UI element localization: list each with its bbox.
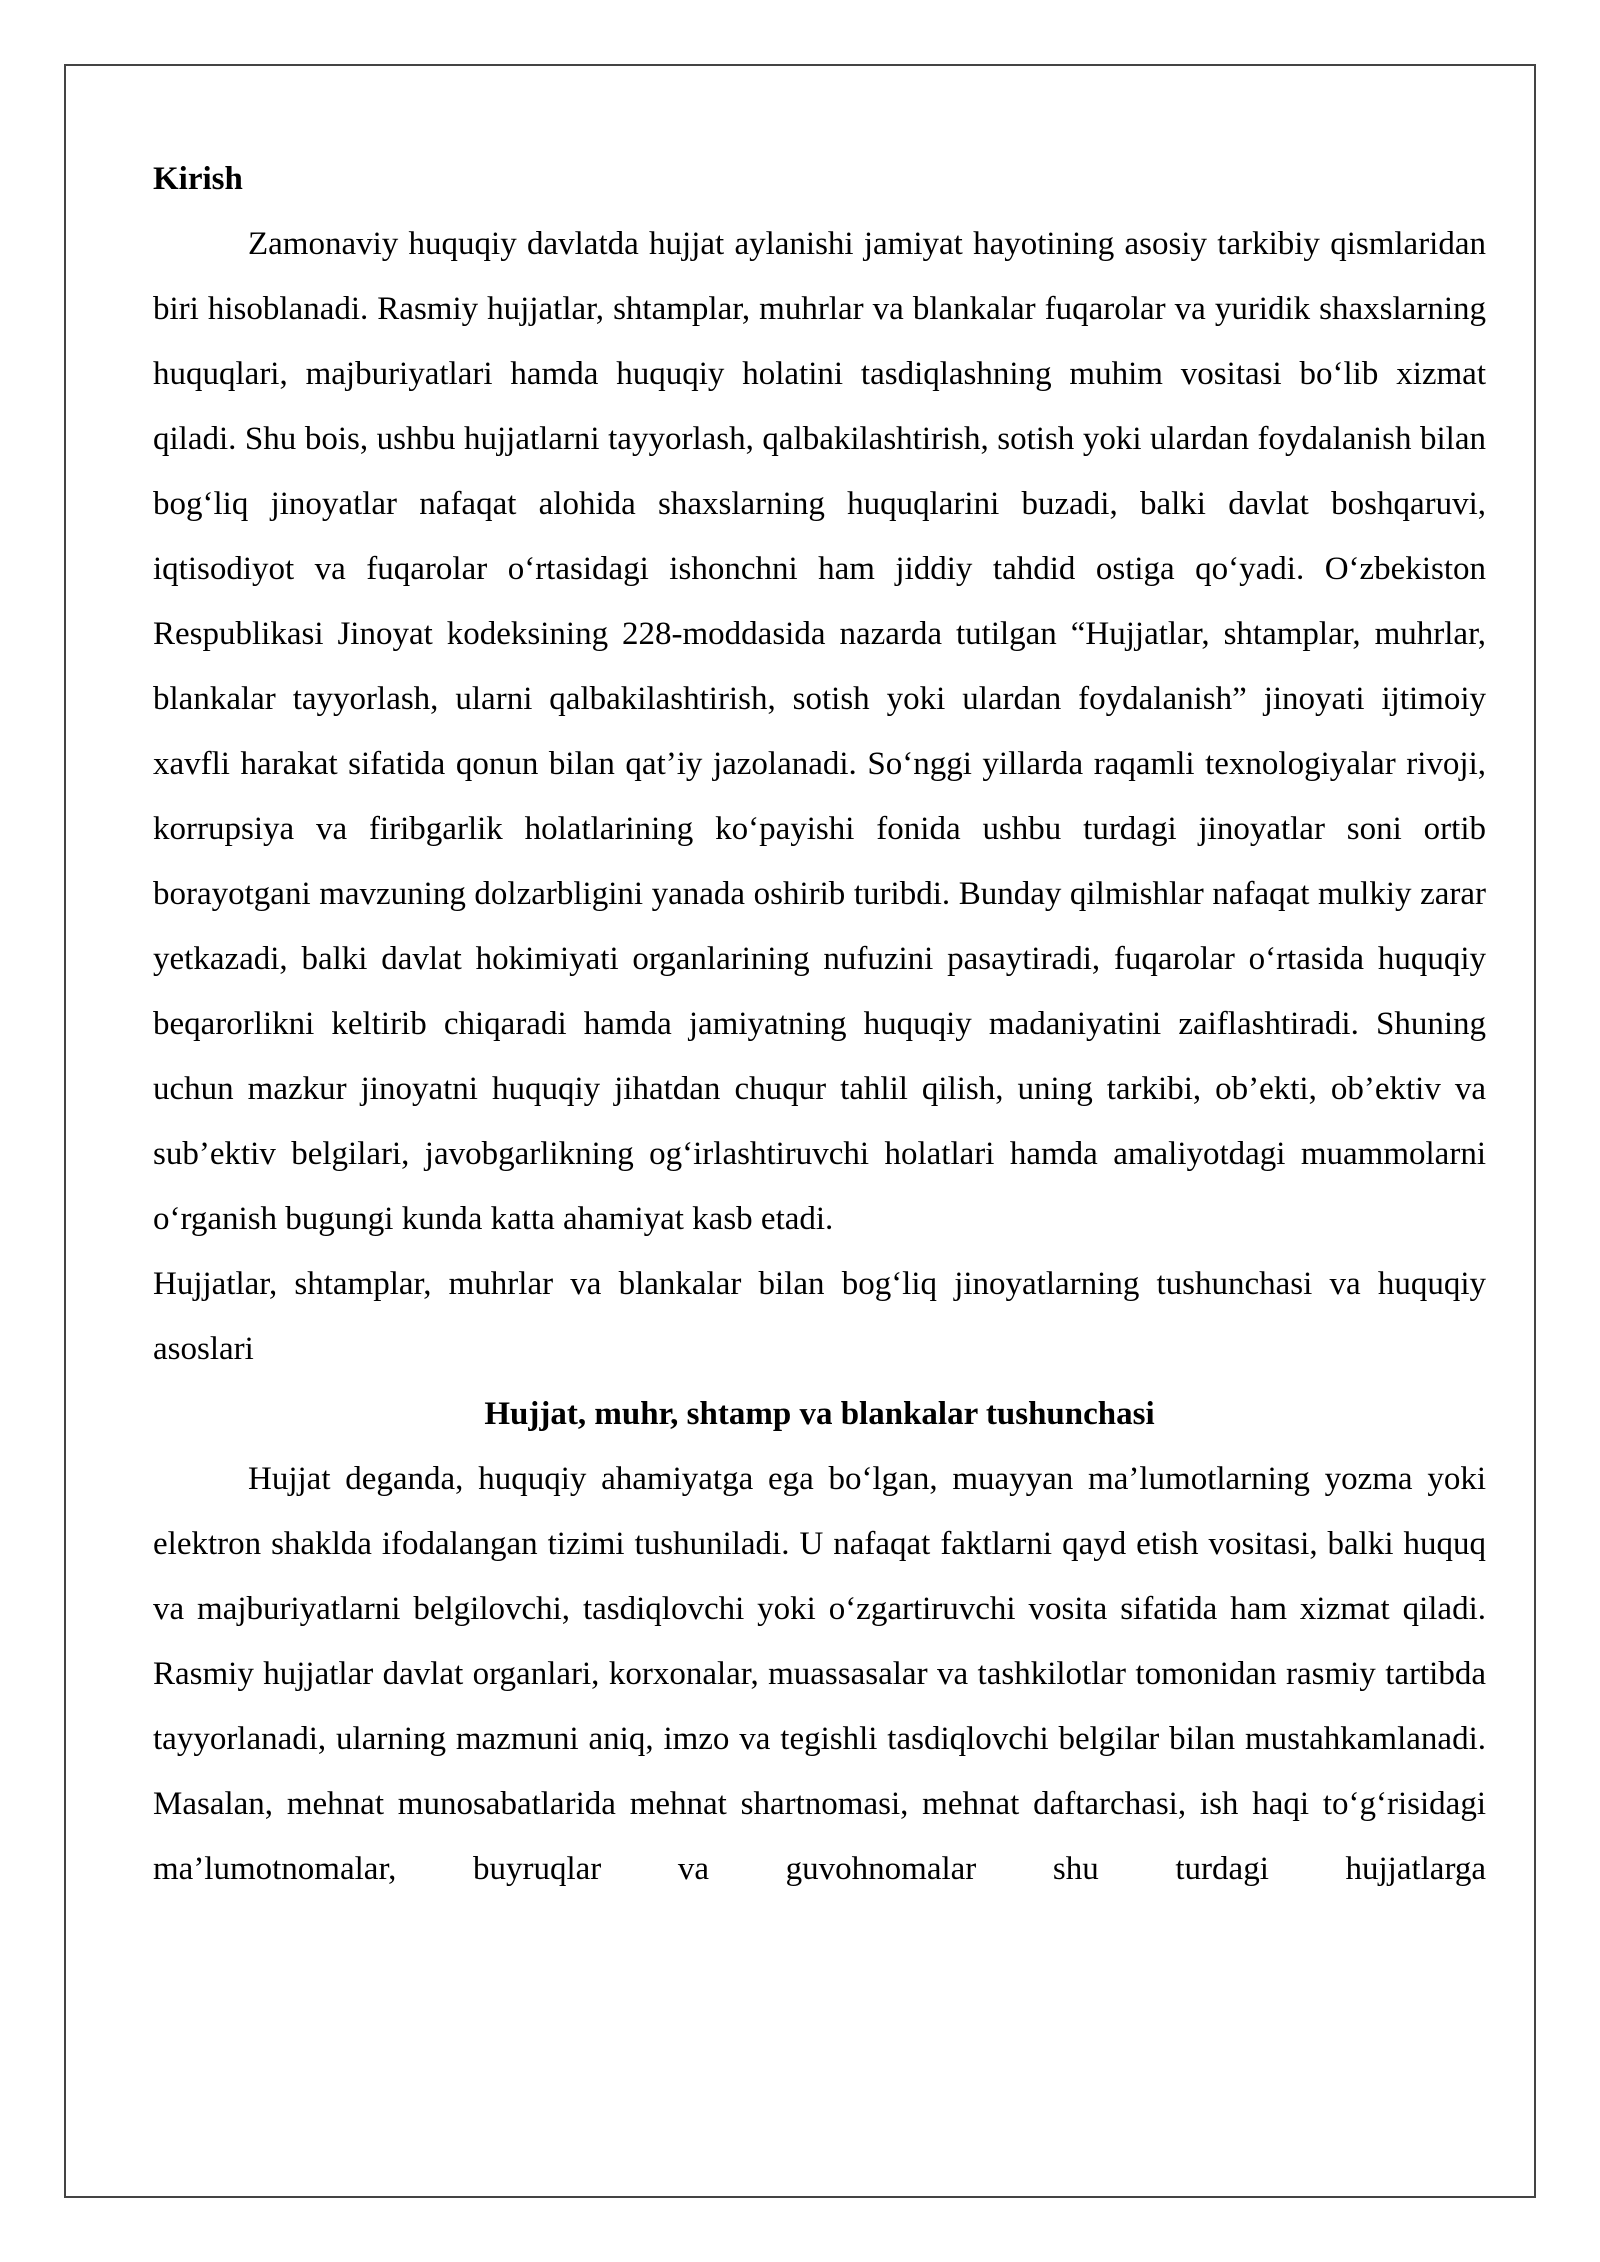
heading-intro: Kirish [153, 161, 243, 197]
paragraph-intro: Zamonaviy huquqiy davlatda hujjat aylanishi jamiyat hayotining asosiy tarkibiy qismlaridan biri hisoblanadi. Rasmiy hujjatlar, shtamplar, muhrlar va blankalar fuqarolar va yuridik shaxslarning huquqlari, majburiyatlari hamda huquqiy holatini tasdiqlashning muhim vositasi bo‘lib xizmat qiladi. Shu bois, ushbu hujjatlarni tayyorlash, qalbakilashtirish, sotish yoki ulardan foydalanish bilan bog‘liq jinoyatlar nafaqat alohida shaxslarning huquqlarini buzadi, balki davlat boshqaruvi, iqtisodiyot va fuqarolar o‘rtasidagi ishonchni ham jiddiy tahdid ostiga qo‘yadi. O‘zbekiston Respublikasi Jinoyat kodeksining 228-moddasida nazarda tutilgan “Hujjatlar, shtamplar, muhrlar, blankalar tayyorlash, ularni qalbakilashtirish, sotish yoki ulardan foydalanish” jinoyati ijtimoiy xavfli harakat sifatida qonun bilan qat’iy jazolanadi. So‘nggi yillarda raqamli texnologiyalar rivoji, korrupsiya va firibgarlik holatlarining ko‘payishi fonida ushbu turdagi jinoyatlar soni ortib borayotgani mavzuning dolzarbligini yanada oshirib turibdi. Bunday qilmishlar nafaqat mulkiy zarar yetkazadi, balki davlat hokimiyati organlarining nufuzini pasaytiradi, fuqarolar o‘rtasida huquqiy beqarorlikni keltirib chiqaradi hamda jamiyatning huquqiy madaniyatini zaiflashtiradi. Shuning uchun mazkur jinoyatni huquqiy jihatdan chuqur tahlil qilish, uning tarkibi, ob’ekti, ob’ektiv va sub’ektiv belgilari, javobgarlikning og‘irlashtiruvchi holatlari hamda amaliyotdagi muammolarni o‘rganish bugungi kunda katta ahamiyat kasb etadi. [153, 226, 1486, 1237]
section-line: Hujjatlar, shtamplar, muhrlar va blankalar bilan bog‘liq jinoyatlarning tushunchasi va huquqiy asoslari [153, 1266, 1486, 1367]
heading-concept: Hujjat, muhr, shtamp va blankalar tushunchasi [484, 1396, 1155, 1432]
paragraph-concept: Hujjat deganda, huquqiy ahamiyatga ega bo‘lgan, muayyan ma’lumotlarning yozma yoki elektron shaklda ifodalangan tizimi tushuniladi. U nafaqat faktlarni qayd etish vositasi, balki huquq va majburiyatlarni belgilovchi, tasdiqlovchi yoki o‘zgartiruvchi vosita sifatida ham xizmat qiladi. Rasmiy hujjatlar davlat organlari, korxonalar, muassasalar va tashkilotlar tomonidan rasmiy tartibda tayyorlanadi, ularning mazmuni aniq, imzo va tegishli tasdiqlovchi belgilar bilan mustahkamlanadi. Masalan, mehnat munosabatlarida mehnat shartnomasi, mehnat daftarchasi, ish haqi to‘g‘risidagi ma’lumotnomalar, buyruqlar va guvohnomalar shu turdagi hujjatlarga [153, 1461, 1486, 1887]
document-body [153, 147, 1486, 1902]
